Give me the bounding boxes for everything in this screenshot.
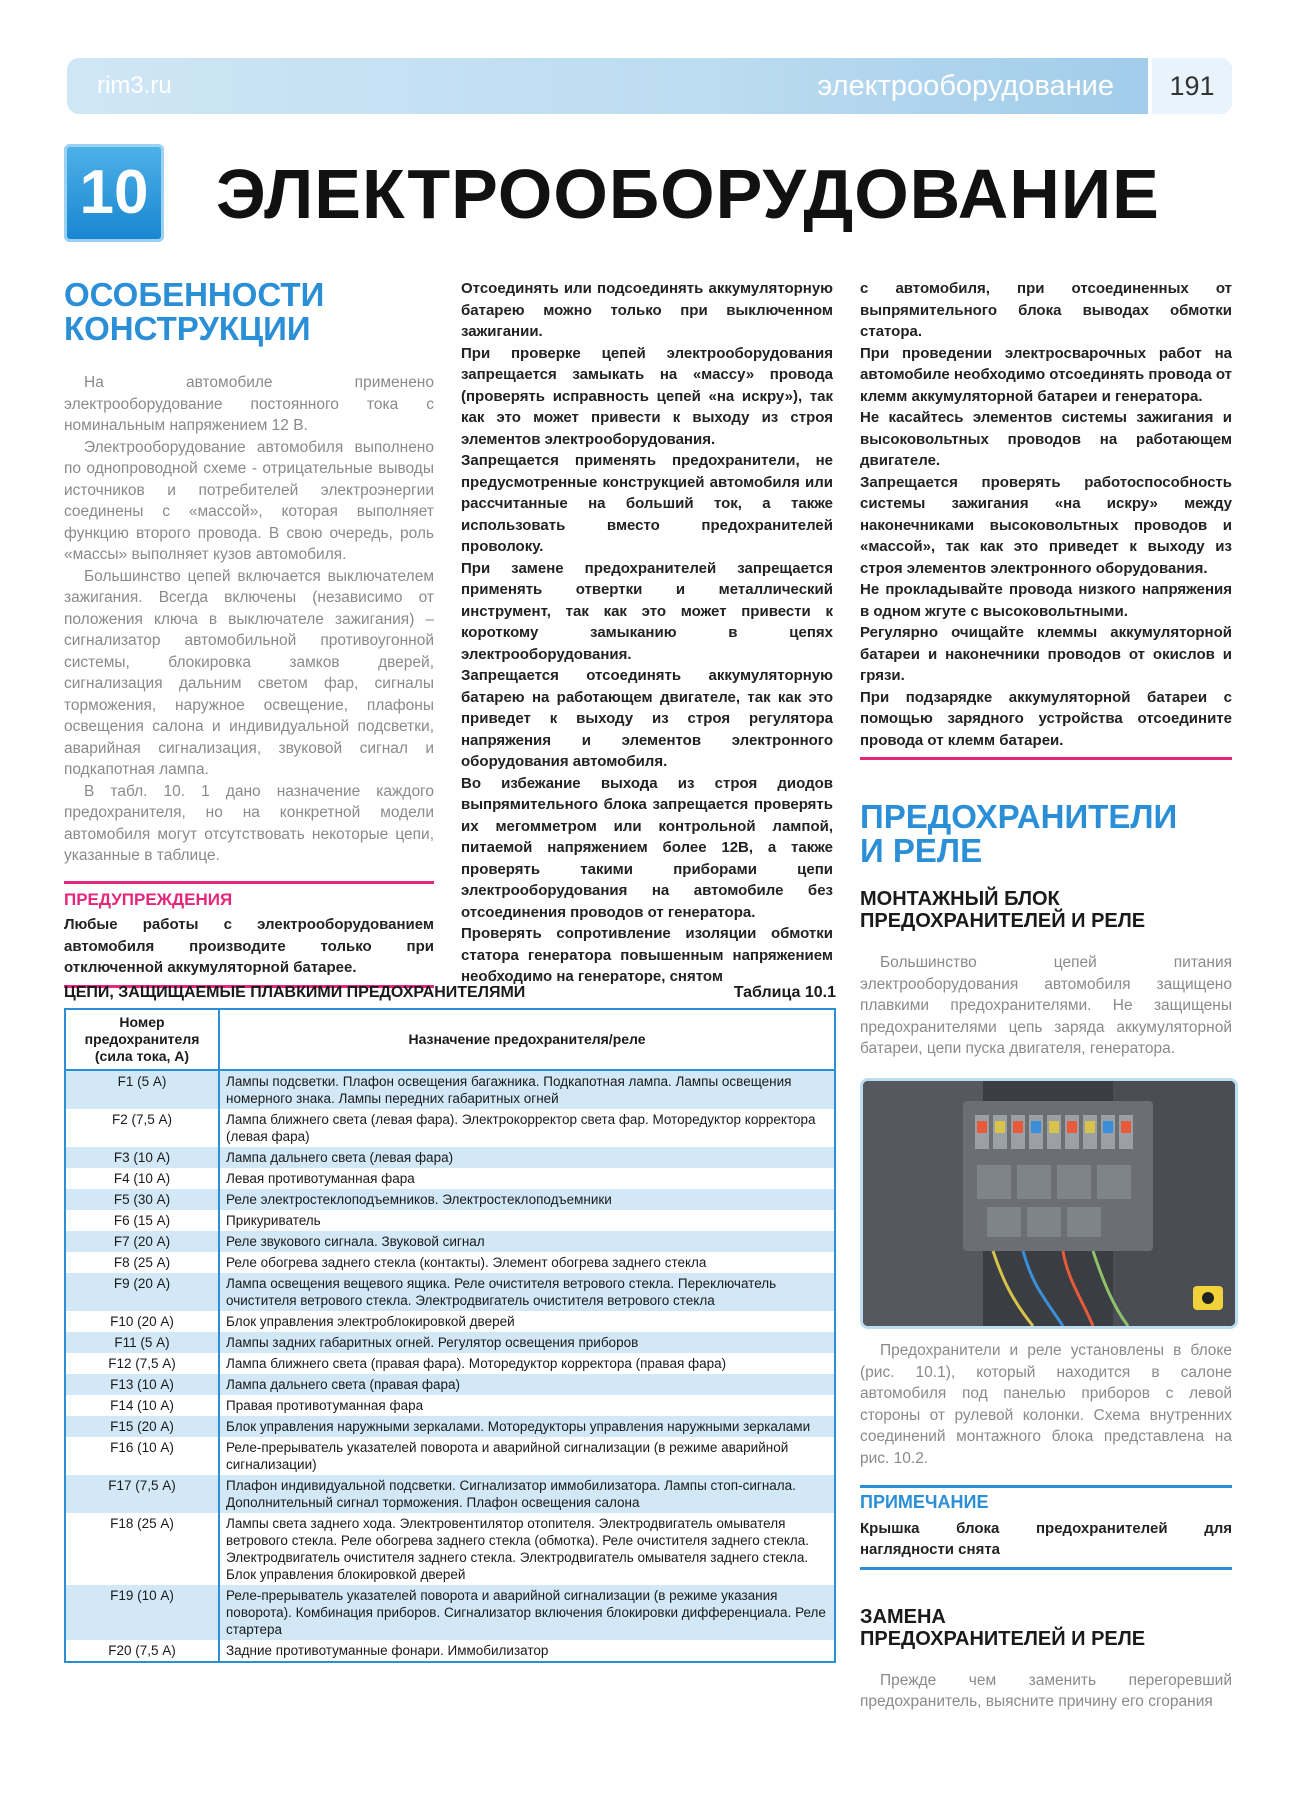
mount-block-text: Большинство цепей питания электрооборудования автомобиля защищено плавкими предохранителями. Не защищены предохранителями цепь заряда аккумуляторной батареи, цепи пуска двигателя, генератора.: [860, 954, 1232, 1057]
table-row: [65, 1252, 835, 1273]
column-header-purpose: Назначение предохранителя/реле: [219, 1009, 835, 1070]
warnings-box: [64, 881, 434, 988]
fuse-box-photo: [860, 1078, 1238, 1329]
fuse-purpose-cell: Реле электростеклоподъемников. Электростеклоподъемники: [219, 1189, 835, 1210]
fuse-table-body: [65, 1070, 835, 1662]
fuse-purpose-cell: Левая противотуманная фара: [226, 1171, 415, 1186]
paragraph: Отсоединять или подсоединять аккумуляторную батарею можно только при выключенном зажигании.: [461, 280, 833, 340]
column-3: [860, 278, 1232, 1060]
table-row: [65, 1437, 835, 1475]
fuse-number-cell: F8 (25 А): [65, 1252, 219, 1273]
replace-heading-line2: ПРЕДОХРАНИТЕЛЕЙ И РЕЛЕ: [860, 1627, 1146, 1650]
fuse-number-cell: F6 (15 А): [65, 1210, 219, 1231]
fuse-number-cell: F15 (20 А): [65, 1416, 219, 1437]
table-header-row: [65, 1009, 835, 1070]
note-text: Крышка блока предохранителей для наглядности снята: [860, 1519, 1232, 1558]
fuse-purpose-cell: Лампа дальнего света (левая фара): [219, 1147, 835, 1168]
replace-heading-line1: ЗАМЕНА: [860, 1605, 946, 1628]
table-row: [65, 1189, 835, 1210]
section-heading: [64, 278, 434, 346]
paragraph: На автомобиле применено электрооборудование постоянного тока с номинальным напряжением 12 В.: [64, 374, 434, 434]
fuse-number-cell: F2 (7,5 А): [65, 1109, 219, 1147]
note-heading: ПРИМЕЧАНИЕ: [860, 1485, 1232, 1514]
photo-caption: Предохранители и реле установлены в блоке (рис. 10.1), который находится в салоне автомобиля под панелью приборов с левой стороны от рулевой колонки. Схема внутренних соединений монтажного блока представлена на рис. 10.2.: [860, 1342, 1232, 1467]
table-row: [65, 1147, 835, 1168]
fuse-number-cell: F3 (10 А): [65, 1147, 219, 1168]
paragraph: При замене предохранителей запрещается применять отвертки и металлический инструмент, так как это может привести к короткому замыканию в цепях электрооборудования.: [461, 559, 833, 663]
paragraph: Регулярно очищайте клеммы аккумуляторной батареи и наконечники проводов от окислов и грязи.: [860, 624, 1232, 684]
fuse-purpose-cell: Лампа ближнего света (правая фара). Моторедуктор корректора (правая фара): [226, 1356, 727, 1371]
fuse-purpose-cell: Реле-прерыватель указателей поворота и аварийной сигнализации (в режиме указания поворота). Комбинация приборов. Сигнализатор включения блокировки дифференциала. Реле стартера: [219, 1585, 835, 1640]
section-heading-line1: ОСОБЕННОСТИ: [64, 276, 325, 313]
fuse-box-illustration: [863, 1081, 1235, 1326]
fuse-purpose-cell: Лампа освещения вещевого ящика. Реле очистителя ветрового стекла. Переключатель очистителя ветрового стекла. Электродвигатель очистителя ветрового стекла: [219, 1273, 835, 1311]
paragraph: Запрещается проверять работоспособность системы зажигания «на искру» между наконечниками высоковольтных проводов и «массой», так как это приведет к выходу из строя элементов электронного оборудования.: [860, 473, 1232, 577]
mount-heading-line1: МОНТАЖНЫЙ БЛОК: [860, 888, 1060, 910]
table-row: [65, 1640, 835, 1662]
mount-heading-line2: ПРЕДОХРАНИТЕЛЕЙ И РЕЛЕ: [860, 910, 1146, 932]
fuse-purpose-cell: Реле звукового сигнала. Звуковой сигнал: [219, 1231, 835, 1252]
fuse-number-cell: F16 (10 А): [65, 1437, 219, 1475]
fuse-purpose-cell: Задние противотуманные фонари. Иммобилизатор: [226, 1643, 549, 1658]
fuse-purpose-cell: Лампы задних габаритных огней. Регулятор освещения приборов: [219, 1332, 835, 1353]
table-row: [65, 1109, 835, 1147]
table-row: [65, 1585, 835, 1640]
fuse-number-cell: F10 (20 А): [65, 1311, 219, 1332]
paragraph: Проверять сопротивление изоляции обмотки статора генератора повышенным напряжением необходимо на генераторе, снятом: [461, 925, 833, 985]
paragraph: Запрещается отсоединять аккумуляторную батарею на работающем двигателе, так как это приведет к выходу из строя регулятора напряжения и элементов электронного оборудования автомобиля.: [461, 667, 833, 770]
fuse-number-cell: F17 (7,5 А): [65, 1475, 219, 1513]
fuse-number-cell: F20 (7,5 А): [65, 1640, 219, 1662]
table-title: ЦЕПИ, ЗАЩИЩАЕМЫЕ ПЛАВКИМИ ПРЕДОХРАНИТЕЛЯМИ: [64, 984, 526, 1001]
paragraph: Большинство цепей включается выключателем зажигания. Всегда включены (независимо от положения ключа в выключателе зажигания) – сигнализатор автомобильной противоугонной системы, блокировка замков дверей, сигнализация дальним светом фар, сигналы торможения, наружное освещение, плафоны освещения салона и индивидуальной подсветки, аварийная сигнализация, звуковой сигнал и подкапотная лампа.: [64, 567, 434, 778]
table-row: [65, 1513, 835, 1585]
table-row: [65, 1231, 835, 1252]
fuse-number-cell: F14 (10 А): [65, 1395, 219, 1416]
warning-text: Любые работы с электрооборудованием автомобиля производите только при отключенной аккумуляторной батарее.: [64, 916, 434, 976]
fuse-number-cell: F5 (30 А): [65, 1189, 219, 1210]
chapter-title: ЭЛЕКТРООБОРУДОВАНИЕ: [216, 155, 1160, 233]
fuse-number-cell: F19 (10 А): [65, 1585, 219, 1640]
fuse-purpose-cell: Блок управления электроблокировкой дверей: [226, 1314, 515, 1329]
table-row: [65, 1416, 835, 1437]
fuse-purpose-cell: Лампа ближнего света (левая фара). Электрокорректор света фар. Моторедуктор корректора (левая фара): [226, 1112, 816, 1144]
table-caption: [64, 984, 836, 1002]
fuses-heading-line1: ПРЕДОХРАНИТЕЛИ: [860, 798, 1178, 835]
paragraph: При подзарядке аккумуляторной батареи с помощью зарядного устройства отсоедините провода от клемм батареи.: [860, 688, 1232, 749]
warnings-continued: [860, 278, 1232, 760]
replace-heading: [860, 1606, 1232, 1650]
fuse-number-cell: F7 (20 А): [65, 1231, 219, 1252]
table-label: Таблица 10.1: [733, 984, 836, 1001]
column-2: [461, 278, 833, 988]
section-heading-line2: КОНСТРУКЦИИ: [64, 310, 311, 347]
fuse-purpose-cell: Блок управления наружными зеркалами. Моторедукторы управления наружными зеркалами: [219, 1416, 835, 1437]
page-header: [67, 58, 1232, 114]
column-3-lower: [860, 1340, 1232, 1713]
table-row: [65, 1273, 835, 1311]
warnings-heading: ПРЕДУПРЕЖДЕНИЯ: [64, 881, 434, 911]
paragraph: При проверке цепей электрооборудования запрещается замыкать на «массу» провода (проверять исправность цепей «на искру»), так как это может привести к выходу из строя элементов электрооборудования.: [461, 344, 833, 448]
site-name: rim3.ru: [97, 72, 172, 99]
fuse-number-cell: F13 (10 А): [65, 1374, 219, 1395]
fuse-number-cell: F4 (10 А): [65, 1168, 219, 1189]
table-row: [65, 1353, 835, 1374]
table-row: [65, 1395, 835, 1416]
paragraph: Во избежание выхода из строя диодов выпрямительного блока запрещается проверять их мегомметром или контрольной лампой, питаемой напряжением более 12В, а также проверять такими приборами цепи электрооборудования на автомобиле без отсоединения проводов от генератора.: [461, 774, 833, 921]
section-name: электрооборудование: [817, 70, 1114, 102]
fuse-number-cell: F9 (20 А): [65, 1273, 219, 1311]
fuse-number-cell: F18 (25 А): [65, 1513, 219, 1585]
column-1: [64, 278, 434, 988]
fuse-purpose-cell: Правая противотуманная фара: [226, 1398, 424, 1413]
table-row: [65, 1168, 835, 1189]
table-row: [65, 1475, 835, 1513]
fuse-table: [64, 1008, 836, 1663]
table-row: [65, 1374, 835, 1395]
fuse-purpose-cell: Прикуриватель: [226, 1213, 321, 1228]
paragraph: Запрещается применять предохранители, не предусмотренные конструкцией автомобиля или рассчитанные на больший ток, а также использовать вместо предохранителей проволоку.: [461, 452, 833, 555]
fuse-number-cell: F11 (5 А): [65, 1332, 219, 1353]
paragraph: Не прокладывайте провода низкого напряжения в одном жгуте с высоковольтными.: [860, 581, 1232, 620]
table-row: [65, 1210, 835, 1231]
intro-text: [64, 372, 434, 867]
column-header-fuse: Номер предохранителя (сила тока, А): [65, 1009, 219, 1070]
fuse-number-cell: F1 (5 А): [65, 1070, 219, 1109]
replace-text: Прежде чем заменить перегоревший предохранитель, выясните причину его сгорания: [860, 1671, 1232, 1710]
fuse-purpose-cell: Плафон индивидуальной подсветки. Сигнализатор иммобилизатора. Лампы стоп-сигнала. Дополнительный сигнал торможения. Плафон освещения салона: [219, 1475, 835, 1513]
table-row: [65, 1332, 835, 1353]
fuse-number-cell: F12 (7,5 А): [65, 1353, 219, 1374]
paragraph: Электрооборудование автомобиля выполнено по однопроводной схеме - отрицательные выводы источников и потребителей электроэнергии соединены с «массой», которая выполняет функцию второго провода. В свою очередь, роль «массы» выполняет кузов автомобиля.: [64, 438, 434, 563]
chapter-number: 10: [64, 144, 164, 242]
fuses-heading-line2: И РЕЛЕ: [860, 832, 983, 869]
note-box: [860, 1485, 1232, 1570]
paragraph: При проведении электросварочных работ на автомобиле необходимо отсоединять провода от клемм аккумуляторной батареи и генератора.: [860, 344, 1232, 405]
paragraph: В табл. 10. 1 дано назначение каждого предохранителя, но на конкретной модели автомобиля могут отсутствовать некоторые цепи, указанные в таблице.: [64, 782, 434, 864]
page-number: 191: [1148, 58, 1232, 114]
fuse-purpose-cell: Лампы света заднего хода. Электровентилятор отопителя. Электродвигатель омывателя ветрового стекла. Реле обогрева заднего стекла (обмотка). Реле очистителя заднего стекла. Электродвигатель очистителя заднего стекла. Электродвигатель омывателя заднего стекла. Блок управления блокировкой дверей: [226, 1516, 810, 1582]
fuse-purpose-cell: Реле обогрева заднего стекла (контакты). Элемент обогрева заднего стекла: [226, 1255, 707, 1270]
table-row: [65, 1070, 835, 1109]
fuses-heading: [860, 800, 1232, 868]
paragraph: с автомобиля, при отсоединенных от выпрямительного блока выводах обмотки статора.: [860, 280, 1232, 340]
fuse-purpose-cell: Лампы подсветки. Плафон освещения багажника. Подкапотная лампа. Лампы освещения номерного знака. Лампы передних габаритных огней: [219, 1070, 835, 1109]
paragraph: Не касайтесь элементов системы зажигания и высоковольтных проводов на работающем двигателе.: [860, 409, 1232, 469]
mount-block-heading: [860, 888, 1232, 932]
fuse-purpose-cell: Лампа дальнего света (правая фара): [219, 1374, 835, 1395]
fuse-purpose-cell: Реле-прерыватель указателей поворота и аварийной сигнализации (в режиме аварийной сигнализации): [226, 1440, 789, 1472]
table-row: [65, 1311, 835, 1332]
